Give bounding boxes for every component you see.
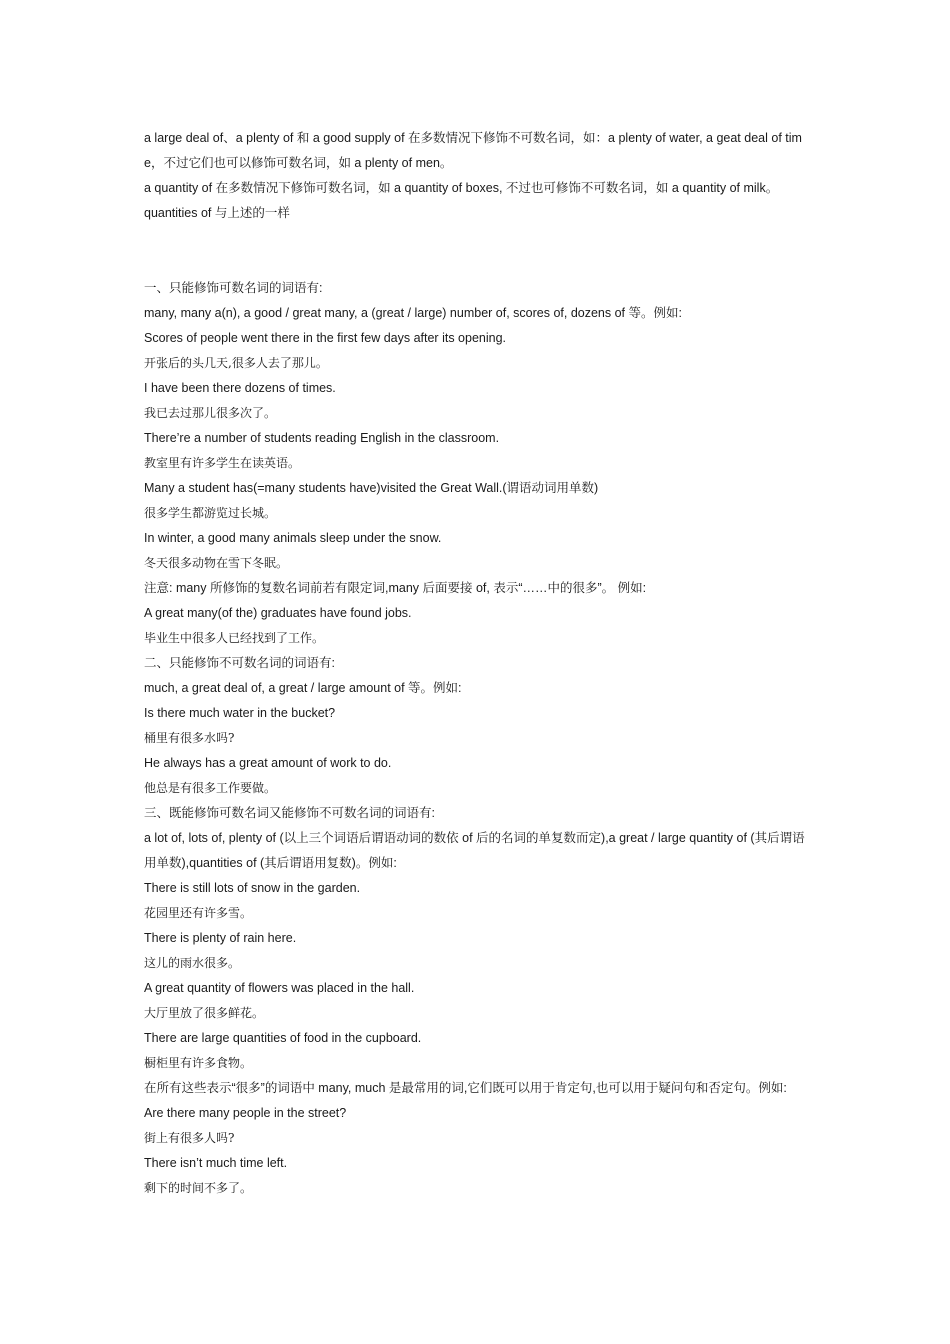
example-sentence: Many a student has(=many students have)visited the Great Wall.(谓语动词用单数) [144,481,599,495]
section-heading: 三、既能修饰可数名词又能修饰不可数名词的词语有: [144,806,435,820]
example-translation: 花园里还有许多雪。 [144,906,253,920]
example-sentence: A great many(of the) graduates have found jobs. [144,606,412,620]
intro-paragraph: a quantity of 在多数情况下修饰可数名词，如 a quantity of boxes, 不过也可修饰不可数名词，如 a quantity of milk。 [144,181,779,195]
intro-paragraph: a large deal of、a plenty of 和 a good supply of 在多数情况下修饰不可数名词，如：a plenty of water, a geat deal of time，不过它们也可以修饰可数名词，如 a plenty of men。 [144,131,802,170]
example-translation: 大厅里放了很多鲜花。 [144,1006,265,1020]
example-sentence: There are large quantities of food in the cupboard. [144,1031,422,1045]
example-sentence: In winter, a good many animals sleep under the snow. [144,531,442,545]
example-sentence: He always has a great amount of work to do. [144,756,392,770]
example-translation: 开张后的头几天,很多人去了那儿。 [144,356,328,370]
example-sentence: Are there many people in the street? [144,1106,347,1120]
example-sentence: There’re a number of students reading English in the classroom. [144,431,500,445]
paragraph: 在所有这些表示“很多”的词语中 many, much 是最常用的词,它们既可以用于肯定句,也可以用于疑问句和否定句。例如: [144,1081,787,1095]
example-translation: 很多学生都游览过长城。 [144,506,277,520]
example-sentence: There isn’t much time left. [144,1156,288,1170]
example-translation: 我已去过那儿很多次了。 [144,406,277,420]
paragraph: a lot of, lots of, plenty of (以上三个词语后谓语动词的数依 of 后的名词的单复数而定),a great / large quantity of (其后谓语用单数),quantities of (其后谓语用复数)。例如: [144,831,805,870]
example-sentence: Is there much water in the bucket? [144,706,336,720]
paragraph: much, a great deal of, a great / large amount of 等。例如: [144,681,462,695]
example-translation: 他总是有很多工作要做。 [144,781,277,795]
example-translation: 街上有很多人吗? [144,1131,235,1145]
example-translation: 毕业生中很多人已经找到了工作。 [144,631,325,645]
example-sentence: A great quantity of flowers was placed in the hall. [144,981,415,995]
section-gap [144,226,810,276]
example-translation: 这儿的雨水很多。 [144,956,241,970]
example-sentence: There is plenty of rain here. [144,931,297,945]
example-translation: 教室里有许多学生在读英语。 [144,456,301,470]
example-translation: 橱柜里有许多食物。 [144,1056,253,1070]
example-translation: 剩下的时间不多了。 [144,1181,253,1195]
example-translation: 冬天很多动物在雪下冬眠。 [144,556,289,570]
paragraph: many, many a(n), a good / great many, a (great / large) number of, scores of, dozens of 等。例如: [144,306,682,320]
section-heading: 二、只能修饰不可数名词的词语有: [144,656,335,670]
intro-paragraph: quantities of 与上述的一样 [144,206,290,220]
section-heading: 一、只能修饰可数名词的词语有: [144,281,323,295]
example-sentence: I have been there dozens of times. [144,381,336,395]
note-paragraph: 注意: many 所修饰的复数名词前若有限定词,many 后面要接 of, 表示“……中的很多”。 例如: [144,581,647,595]
document-page [144,126,810,1201]
example-translation: 桶里有很多水吗? [144,731,235,745]
example-sentence: There is still lots of snow in the garden. [144,881,361,895]
example-sentence: Scores of people went there in the first few days after its opening. [144,331,507,345]
